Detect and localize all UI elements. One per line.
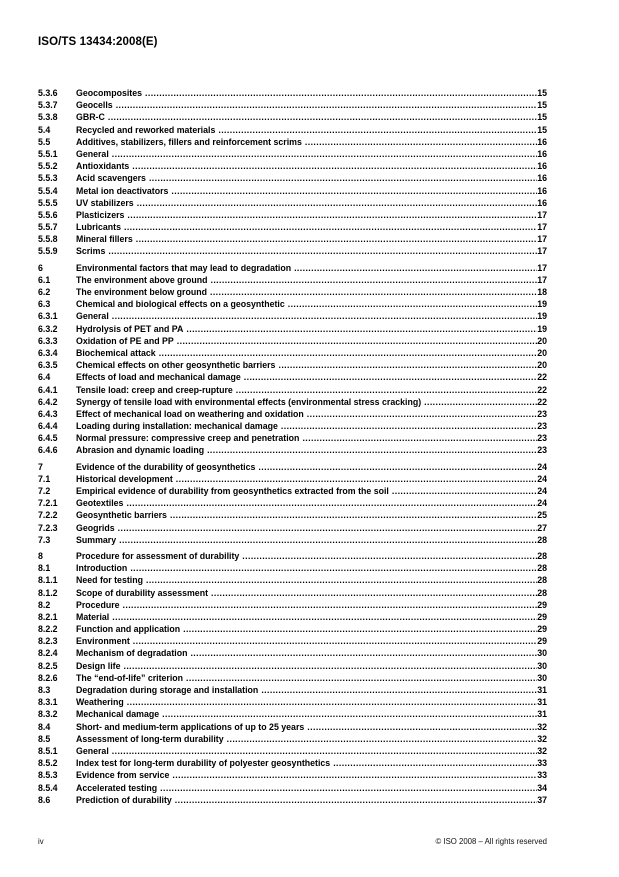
toc-entry[interactable]: [38, 587, 547, 599]
toc-entry-page: 24: [537, 486, 547, 496]
toc-entry[interactable]: [38, 522, 547, 534]
toc-entry-title: Introduction: [76, 563, 128, 574]
toc-entry-page: 29: [537, 599, 547, 610]
toc-dot-leader: [175, 794, 537, 806]
toc-dot-leader: [146, 574, 537, 586]
toc-entry[interactable]: [38, 635, 547, 647]
toc-entry-number: 8.3: [38, 685, 51, 695]
toc-entry-title: Environment: [76, 636, 130, 647]
toc-entry-page: 30: [537, 648, 547, 659]
toc-dot-leader: [307, 408, 537, 420]
table-of-contents: [38, 87, 547, 810]
toc-entry-page: 15: [537, 100, 547, 111]
toc-entry-title: Geosynthetic barriers: [76, 510, 167, 521]
toc-entry[interactable]: [38, 396, 547, 408]
toc-entry-number: 6.3.1: [38, 311, 58, 322]
toc-entry-page: 25: [537, 510, 547, 521]
toc-entry-number: 7.2.2: [38, 510, 58, 521]
toc-entry[interactable]: [38, 497, 547, 509]
toc-entry-page: 30: [537, 672, 547, 683]
toc-dot-leader: [116, 99, 538, 111]
toc-entry[interactable]: [38, 323, 547, 335]
toc-entry-title: Short- and medium-term applications of up to 25 years: [76, 721, 305, 732]
toc-entry-number: 6.4.3: [38, 408, 58, 419]
toc-dot-leader: [186, 323, 537, 335]
toc-entry-page: 17: [537, 209, 547, 220]
toc-entry-page: 17: [537, 246, 547, 257]
toc-dot-leader: [177, 335, 537, 347]
toc-entry-page: 16: [537, 161, 547, 172]
toc-entry-title: General: [76, 311, 109, 322]
document-code: ISO/TS 13434:2008(E): [38, 36, 158, 48]
toc-dot-leader: [281, 420, 537, 432]
toc-entry-page: 32: [537, 745, 547, 756]
toc-dot-leader: [210, 286, 537, 298]
toc-entry-title: The environment above ground: [76, 274, 208, 285]
toc-entry[interactable]: [38, 485, 547, 497]
toc-entry-number: 6: [38, 262, 43, 273]
toc-entry-number: 8.5: [38, 733, 51, 744]
toc-entry-title: Mechanism of degradation: [76, 648, 188, 659]
toc-entry-number: 8.3.1: [38, 697, 58, 708]
toc-entry-number: 5.5: [38, 136, 51, 147]
toc-entry-title: Function and application: [76, 624, 181, 635]
toc-entry[interactable]: [38, 647, 547, 659]
toc-dot-leader: [162, 708, 537, 720]
toc-entry-page: 23: [537, 408, 547, 419]
toc-dot-leader: [149, 172, 537, 184]
toc-dot-leader: [186, 672, 537, 684]
footer-copyright: © ISO 2008 – All rights reserved: [435, 837, 547, 846]
toc-entry-number: 8.1: [38, 563, 51, 574]
toc-entry-number: 6.4.6: [38, 445, 58, 456]
toc-entry[interactable]: [38, 160, 547, 172]
toc-entry[interactable]: [38, 347, 547, 359]
toc-group: [38, 550, 547, 806]
toc-entry[interactable]: [38, 197, 547, 209]
toc-entry-page: 24: [537, 498, 547, 509]
toc-entry-title: Oxidation of PE and PP: [76, 335, 174, 346]
toc-group: [38, 461, 547, 546]
toc-entry-title: Chemical effects on other geosynthetic barriers: [76, 360, 276, 371]
toc-dot-leader: [126, 497, 537, 509]
toc-entry-title: Plasticizers: [76, 209, 125, 220]
toc-entry-number: 8.2.2: [38, 624, 58, 635]
toc-entry-page: 15: [537, 88, 547, 98]
toc-entry-number: 8.5.4: [38, 782, 58, 793]
toc-dot-leader: [392, 485, 537, 497]
toc-entry-number: 5.3.8: [38, 112, 58, 123]
toc-entry-page: 16: [537, 136, 547, 147]
toc-entry-title: Material: [76, 611, 110, 622]
toc-dot-leader: [294, 262, 537, 274]
toc-entry-page: 24: [537, 461, 547, 472]
toc-dot-leader: [127, 696, 537, 708]
toc-entry-title: Mineral fillers: [76, 234, 133, 245]
toc-entry[interactable]: [38, 384, 547, 396]
toc-entry-title: Chemical and biological effects on a geosynthetic: [76, 299, 285, 310]
toc-entry-title: Mechanical damage: [76, 709, 160, 720]
toc-entry-number: 5.5.3: [38, 173, 58, 184]
toc-dot-leader: [236, 384, 537, 396]
toc-entry-page: 19: [537, 323, 547, 334]
toc-dot-leader: [124, 221, 537, 233]
toc-dot-leader: [112, 611, 537, 623]
toc-entry[interactable]: [38, 660, 547, 672]
toc-entry-page: 20: [537, 335, 547, 346]
toc-entry-number: 8.5.2: [38, 758, 58, 769]
toc-entry[interactable]: [38, 136, 547, 148]
page-footer: [38, 837, 547, 846]
toc-entry-page: 17: [537, 222, 547, 233]
toc-entry-page: 28: [537, 587, 547, 598]
toc-entry-number: 6.3.3: [38, 335, 58, 346]
toc-entry[interactable]: [38, 684, 547, 696]
toc-entry-page: 31: [537, 685, 547, 695]
toc-dot-leader: [119, 534, 537, 546]
toc-entry-number: 6.3.2: [38, 323, 58, 334]
toc-entry-number: 8.3.2: [38, 709, 58, 720]
toc-entry[interactable]: [38, 444, 547, 456]
toc-entry-title: Abrasion and dynamic loading: [76, 445, 205, 456]
toc-entry-number: 7.3: [38, 534, 51, 545]
toc-entry-page: 19: [537, 299, 547, 310]
toc-entry-title: The environment below ground: [76, 287, 207, 297]
toc-entry-title: Additives, stabilizers, fillers and reinforcement scrims: [76, 136, 302, 147]
toc-entry-page: 20: [537, 360, 547, 371]
toc-entry-page: 29: [537, 636, 547, 647]
toc-entry[interactable]: [38, 721, 547, 733]
toc-entry-page: 32: [537, 733, 547, 744]
toc-entry-number: 8.2.1: [38, 611, 58, 622]
toc-entry-number: 7.1: [38, 473, 51, 484]
toc-entry-title: GBR-C: [76, 112, 105, 123]
toc-entry-page: 23: [537, 421, 547, 432]
toc-entry-page: 33: [537, 758, 547, 769]
toc-entry-title: Design life: [76, 660, 121, 671]
toc-entry-number: 5.5.2: [38, 161, 58, 172]
toc-entry-title: Assessment of long-term durability: [76, 733, 224, 744]
toc-entry-title: Recycled and reworked materials: [76, 124, 216, 135]
toc-entry[interactable]: [38, 599, 547, 611]
toc-entry-number: 5.5.5: [38, 197, 58, 208]
toc-entry-number: 8.4: [38, 721, 51, 732]
toc-entry-page: 31: [537, 709, 547, 720]
toc-entry[interactable]: [38, 221, 547, 233]
toc-entry-page: 18: [537, 287, 547, 297]
toc-entry-number: 5.5.9: [38, 246, 58, 257]
toc-dot-leader: [145, 87, 537, 99]
toc-entry-title: Geocomposites: [76, 88, 142, 98]
toc-entry[interactable]: [38, 782, 547, 794]
toc-entry[interactable]: [38, 408, 547, 420]
toc-entry-page: 22: [537, 396, 547, 407]
toc-entry-page: 28: [537, 550, 547, 561]
toc-entry-number: 5.3.6: [38, 88, 58, 98]
toc-entry[interactable]: [38, 745, 547, 757]
toc-entry-page: 29: [537, 624, 547, 635]
toc-entry-title: Empirical evidence of durability from geosynthetics extracted from the soil: [76, 486, 389, 496]
toc-entry[interactable]: [38, 562, 547, 574]
toc-entry-title: Procedure: [76, 599, 120, 610]
toc-entry-title: Effect of mechanical load on weathering and oxidation: [76, 408, 304, 419]
toc-entry-title: General: [76, 745, 109, 756]
toc-entry-number: 7.2: [38, 486, 51, 496]
toc-entry-number: 8.6: [38, 794, 51, 805]
toc-entry-title: The “end-of-life” criterion: [76, 672, 184, 683]
toc-entry-page: 23: [537, 433, 547, 444]
toc-entry-title: Acid scavengers: [76, 173, 146, 184]
toc-entry-page: 23: [537, 445, 547, 456]
toc-entry-page: 29: [537, 611, 547, 622]
toc-entry[interactable]: [38, 148, 547, 160]
toc-entry-number: 5.5.6: [38, 209, 58, 220]
toc-entry-title: General: [76, 148, 109, 159]
toc-entry[interactable]: [38, 574, 547, 586]
toc-dot-leader: [258, 461, 537, 473]
toc-dot-leader: [112, 310, 537, 322]
toc-entry[interactable]: [38, 262, 547, 274]
toc-entry-number: 6.4: [38, 372, 51, 383]
toc-entry-number: 8.2: [38, 599, 51, 610]
toc-entry-page: 28: [537, 575, 547, 586]
toc-entry[interactable]: [38, 757, 547, 769]
toc-entry-page: 16: [537, 148, 547, 159]
toc-entry-title: Evidence from service: [76, 770, 170, 781]
toc-dot-leader: [190, 647, 537, 659]
toc-entry[interactable]: [38, 672, 547, 684]
toc-dot-leader: [118, 522, 538, 534]
toc-entry-title: Index test for long-term durability of polyester geosynthetics: [76, 758, 331, 769]
toc-entry-title: Effects of load and mechanical damage: [76, 372, 241, 383]
toc-dot-leader: [133, 635, 537, 647]
toc-dot-leader: [288, 298, 537, 310]
toc-entry-number: 5.5.4: [38, 185, 58, 196]
toc-entry[interactable]: [38, 185, 547, 197]
toc-entry-page: 22: [537, 372, 547, 383]
toc-entry-number: 8.5.3: [38, 770, 58, 781]
toc-dot-leader: [108, 245, 537, 257]
toc-entry-title: Geotextiles: [76, 498, 124, 509]
toc-entry-page: 31: [537, 697, 547, 708]
toc-entry-page: 34: [537, 782, 547, 793]
toc-dot-leader: [132, 160, 537, 172]
toc-entry-number: 8.2.6: [38, 672, 58, 683]
toc-entry[interactable]: [38, 611, 547, 623]
toc-entry-title: Synergy of tensile load with environmental effects (environmental stress cracking): [76, 396, 422, 407]
toc-dot-leader: [130, 562, 537, 574]
toc-dot-leader: [137, 197, 538, 209]
footer-page-number: iv: [38, 837, 44, 846]
toc-dot-leader: [108, 111, 537, 123]
toc-dot-leader: [424, 396, 537, 408]
toc-entry-page: 15: [537, 112, 547, 123]
toc-entry-page: 17: [537, 234, 547, 245]
toc-dot-leader: [302, 432, 537, 444]
toc-entry-page: 16: [537, 197, 547, 208]
toc-entry[interactable]: [38, 708, 547, 720]
toc-entry-page: 37: [537, 794, 547, 805]
toc-entry[interactable]: [38, 124, 547, 136]
toc-dot-leader: [261, 684, 537, 696]
toc-entry-title: Need for testing: [76, 575, 143, 586]
toc-entry-title: Scrims: [76, 246, 106, 257]
toc-entry[interactable]: [38, 769, 547, 781]
toc-dot-leader: [170, 509, 537, 521]
toc-entry-page: 30: [537, 660, 547, 671]
toc-entry-number: 6.4.5: [38, 433, 58, 444]
toc-entry[interactable]: [38, 623, 547, 635]
toc-entry-page: 17: [537, 274, 547, 285]
toc-entry-page: 28: [537, 563, 547, 574]
toc-entry-page: 15: [537, 124, 547, 135]
toc-dot-leader: [207, 444, 537, 456]
toc-entry-page: 24: [537, 473, 547, 484]
toc-entry[interactable]: [38, 274, 547, 286]
toc-dot-leader: [176, 473, 537, 485]
toc-entry-title: Hydrolysis of PET and PA: [76, 323, 184, 334]
toc-dot-leader: [183, 623, 537, 635]
toc-dot-leader: [171, 185, 537, 197]
toc-entry-title: Procedure for assessment of durability: [76, 550, 240, 561]
toc-entry-page: 32: [537, 721, 547, 732]
toc-dot-leader: [172, 769, 537, 781]
toc-entry-number: 6.4.1: [38, 384, 58, 395]
toc-entry-page: 28: [537, 534, 547, 545]
toc-entry-number: 8.2.3: [38, 636, 58, 647]
toc-entry-title: Scope of durability assessment: [76, 587, 208, 598]
toc-entry-page: 16: [537, 185, 547, 196]
toc-entry-number: 6.4.4: [38, 421, 58, 432]
toc-entry[interactable]: [38, 172, 547, 184]
toc-entry[interactable]: [38, 371, 547, 383]
toc-entry-number: 6.3: [38, 299, 51, 310]
toc-dot-leader: [242, 550, 537, 562]
toc-entry-title: Historical development: [76, 473, 173, 484]
toc-entry-number: 7: [38, 461, 43, 472]
toc-group: [38, 87, 547, 258]
toc-entry-number: 8.2.4: [38, 648, 58, 659]
toc-entry-number: 8.1.1: [38, 575, 58, 586]
toc-entry-number: 6.2: [38, 287, 51, 297]
toc-entry[interactable]: [38, 87, 547, 99]
toc-dot-leader: [127, 209, 537, 221]
toc-entry-number: 7.2.3: [38, 522, 58, 533]
toc-entry[interactable]: [38, 209, 547, 221]
toc-entry-title: Geocells: [76, 100, 113, 111]
toc-entry-number: 8.2.5: [38, 660, 58, 671]
toc-entry[interactable]: [38, 245, 547, 257]
toc-dot-leader: [160, 782, 537, 794]
toc-entry[interactable]: [38, 233, 547, 245]
toc-entry-page: 19: [537, 311, 547, 322]
toc-entry-number: 5.5.1: [38, 148, 58, 159]
toc-entry[interactable]: [38, 733, 547, 745]
toc-entry-page: 27: [537, 522, 547, 533]
toc-entry-number: 6.3.5: [38, 360, 58, 371]
toc-entry-number: 6.1: [38, 274, 51, 285]
toc-entry-title: Prediction of durability: [76, 794, 172, 805]
toc-entry-title: Tensile load: creep and creep-rupture: [76, 384, 233, 395]
toc-entry[interactable]: [38, 111, 547, 123]
toc-entry-title: Biochemical attack: [76, 347, 156, 358]
toc-entry-title: Evidence of the durability of geosynthetics: [76, 461, 256, 472]
toc-entry[interactable]: [38, 473, 547, 485]
toc-entry-title: Metal ion deactivators: [76, 185, 169, 196]
toc-entry-number: 6.4.2: [38, 396, 58, 407]
toc-entry-title: Antioxidants: [76, 161, 130, 172]
toc-entry-number: 8: [38, 550, 43, 561]
toc-dot-leader: [227, 733, 538, 745]
toc-entry[interactable]: [38, 432, 547, 444]
toc-entry[interactable]: [38, 99, 547, 111]
toc-entry-title: Environmental factors that may lead to degradation: [76, 262, 292, 273]
toc-entry-title: Weathering: [76, 697, 124, 708]
toc-dot-leader: [112, 148, 537, 160]
toc-dot-leader: [123, 660, 537, 672]
toc-entry-title: Lubricants: [76, 222, 121, 233]
toc-dot-leader: [159, 347, 538, 359]
toc-entry-page: 22: [537, 384, 547, 395]
toc-entry-page: 16: [537, 173, 547, 184]
toc-entry-number: 5.5.7: [38, 222, 58, 233]
toc-entry[interactable]: [38, 696, 547, 708]
toc-entry-page: 17: [537, 262, 547, 273]
toc-dot-leader: [307, 721, 537, 733]
toc-entry[interactable]: [38, 550, 547, 562]
toc-entry[interactable]: [38, 461, 547, 473]
toc-entry-number: 5.4: [38, 124, 51, 135]
toc-dot-leader: [333, 757, 537, 769]
toc-entry[interactable]: [38, 420, 547, 432]
toc-dot-leader: [136, 233, 537, 245]
toc-entry[interactable]: [38, 359, 547, 371]
toc-entry-title: Summary: [76, 534, 117, 545]
toc-entry-page: 33: [537, 770, 547, 781]
toc-entry-number: 5.3.7: [38, 100, 58, 111]
toc-entry-number: 7.2.1: [38, 498, 58, 509]
toc-entry[interactable]: [38, 298, 547, 310]
toc-dot-leader: [112, 745, 537, 757]
toc-entry-number: 8.5.1: [38, 745, 58, 756]
toc-entry-title: Normal pressure: compressive creep and penetration: [76, 433, 300, 444]
toc-dot-leader: [123, 599, 538, 611]
toc-entry[interactable]: [38, 310, 547, 322]
toc-entry-title: UV stabilizers: [76, 197, 134, 208]
toc-entry-title: Geogrids: [76, 522, 115, 533]
toc-group: [38, 262, 547, 457]
toc-dot-leader: [218, 124, 537, 136]
toc-entry[interactable]: [38, 286, 547, 298]
toc-entry-number: 5.5.8: [38, 234, 58, 245]
toc-dot-leader: [210, 274, 537, 286]
toc-dot-leader: [244, 371, 537, 383]
toc-dot-leader: [211, 587, 537, 599]
toc-dot-leader: [278, 359, 537, 371]
toc-entry[interactable]: [38, 509, 547, 521]
toc-entry-number: 6.3.4: [38, 347, 58, 358]
toc-entry-page: 20: [537, 347, 547, 358]
toc-entry-title: Accelerated testing: [76, 782, 158, 793]
toc-entry-title: Loading during installation: mechanical damage: [76, 421, 278, 432]
toc-entry-number: 8.1.2: [38, 587, 58, 598]
toc-entry-title: Degradation during storage and installation: [76, 685, 259, 695]
toc-dot-leader: [305, 136, 537, 148]
toc-entry[interactable]: [38, 534, 547, 546]
toc-entry[interactable]: [38, 335, 547, 347]
toc-entry[interactable]: [38, 794, 547, 806]
